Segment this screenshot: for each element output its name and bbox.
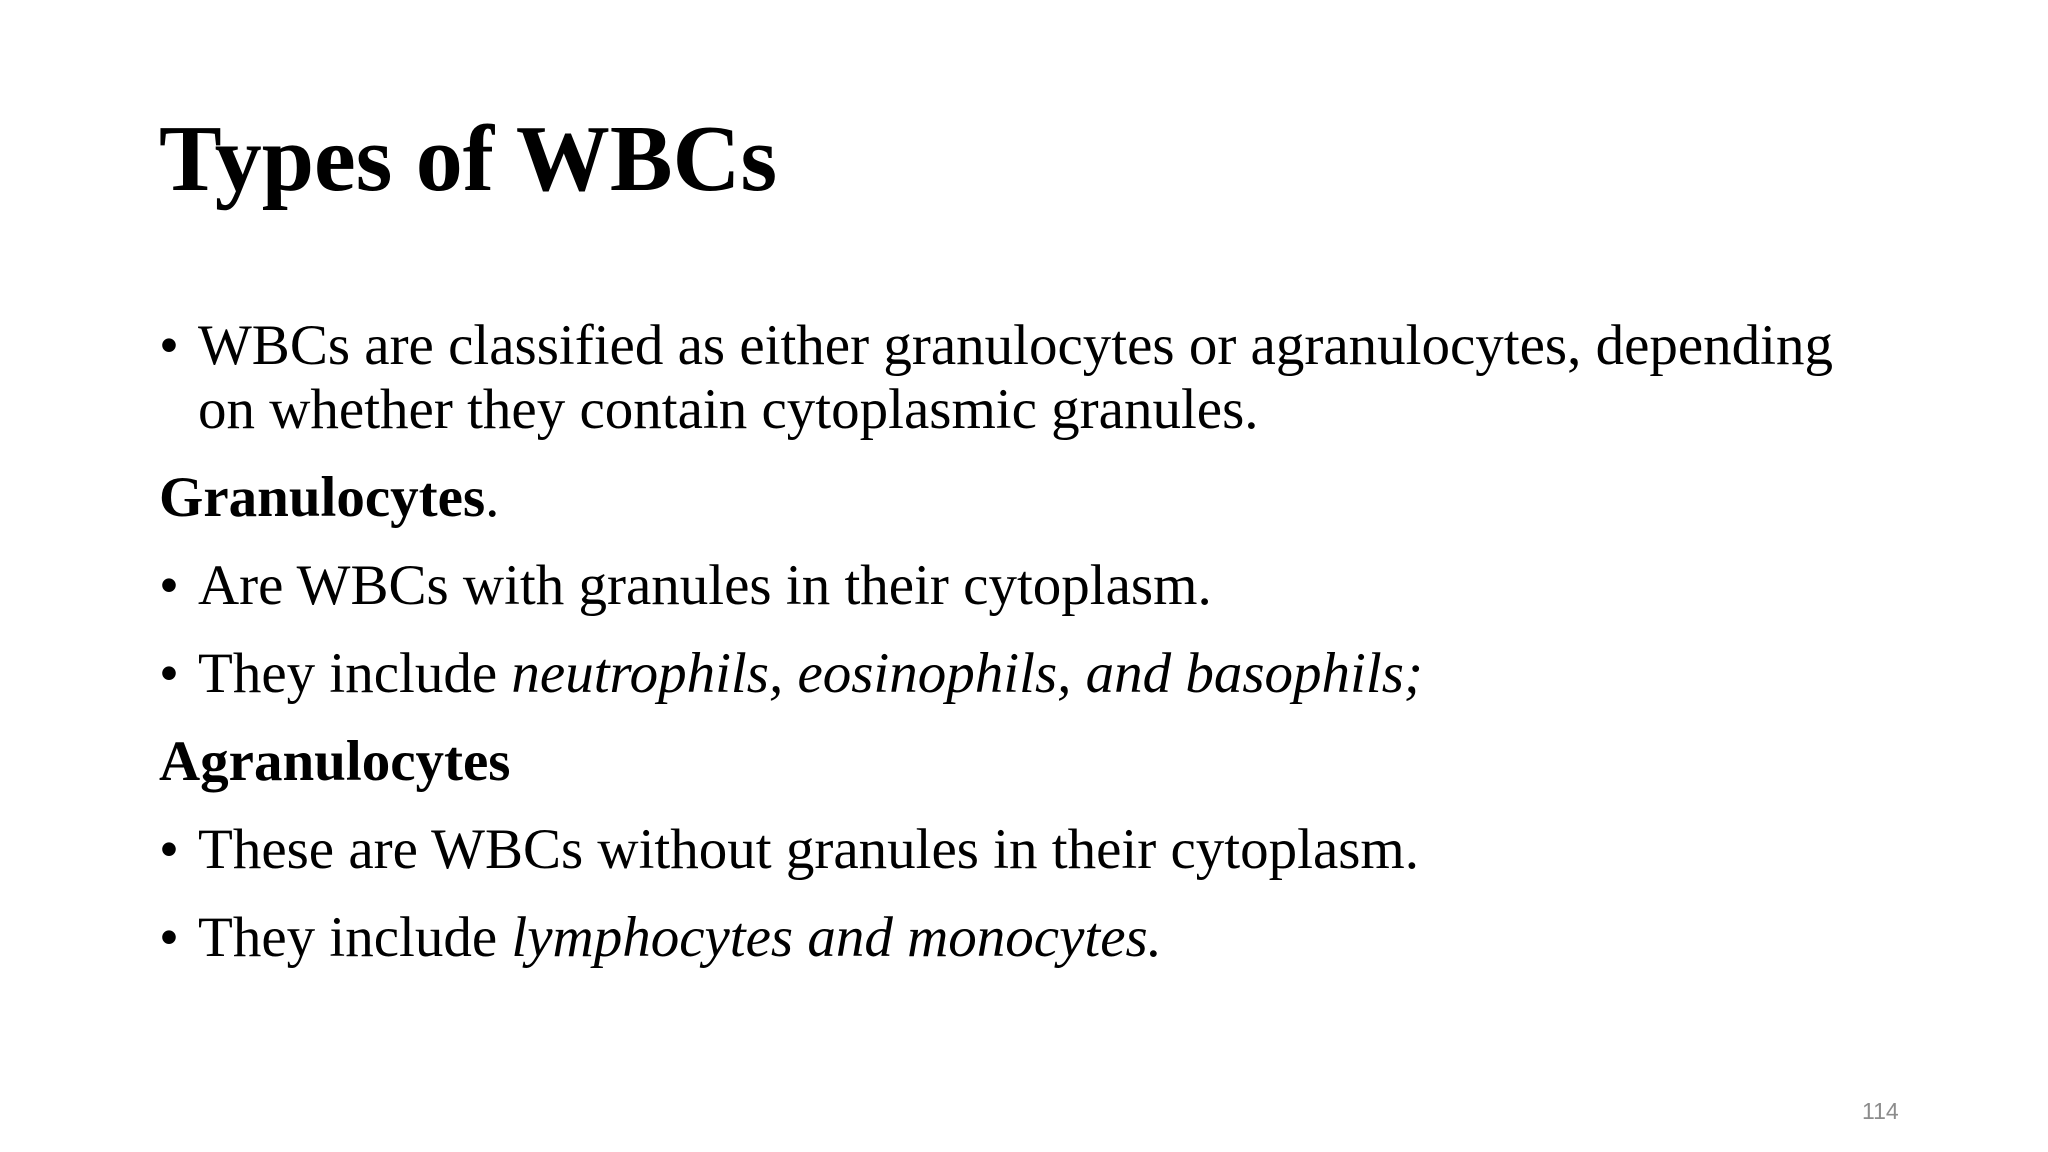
granulocytes-heading-text: Granulocytes	[159, 466, 486, 529]
page-number: 114	[1862, 1098, 1899, 1124]
granulocytes-bullet-2-italic: neutrophils, eosinophils, and basophils;	[511, 642, 1423, 705]
slide-body	[159, 314, 1879, 994]
intro-bullet-text: WBCs are classified as either granulocytes or agranulocytes, depending on whether they contain cytoplasmic granules.	[198, 314, 1834, 441]
granulocytes-heading	[159, 466, 1879, 530]
bullet-dot: •	[159, 314, 179, 377]
granulocytes-heading-suffix: .	[485, 466, 500, 529]
intro-bullet	[159, 314, 1879, 442]
agranulocytes-bullet-2-prefix: They include	[198, 906, 512, 969]
agranulocytes-bullet-1-text: These are WBCs without granules in their cytoplasm.	[198, 818, 1420, 881]
granulocytes-bullet-1-text: Are WBCs with granules in their cytoplasm.	[198, 554, 1212, 617]
granulocytes-bullet-2-prefix: They include	[198, 642, 512, 705]
agranulocytes-heading	[159, 730, 1879, 794]
agranulocytes-bullet-1	[159, 818, 1879, 882]
bullet-dot: •	[159, 818, 179, 881]
slide-title: Types of WBCs	[159, 107, 778, 211]
bullet-dot: •	[159, 554, 179, 617]
agranulocytes-heading-text: Agranulocytes	[159, 730, 511, 793]
granulocytes-bullet-2	[159, 642, 1879, 706]
agranulocytes-bullet-2-italic: lymphocytes and monocytes.	[511, 906, 1162, 969]
bullet-dot: •	[159, 642, 179, 705]
bullet-dot: •	[159, 906, 179, 969]
granulocytes-bullet-1	[159, 554, 1879, 618]
agranulocytes-bullet-2	[159, 906, 1879, 970]
